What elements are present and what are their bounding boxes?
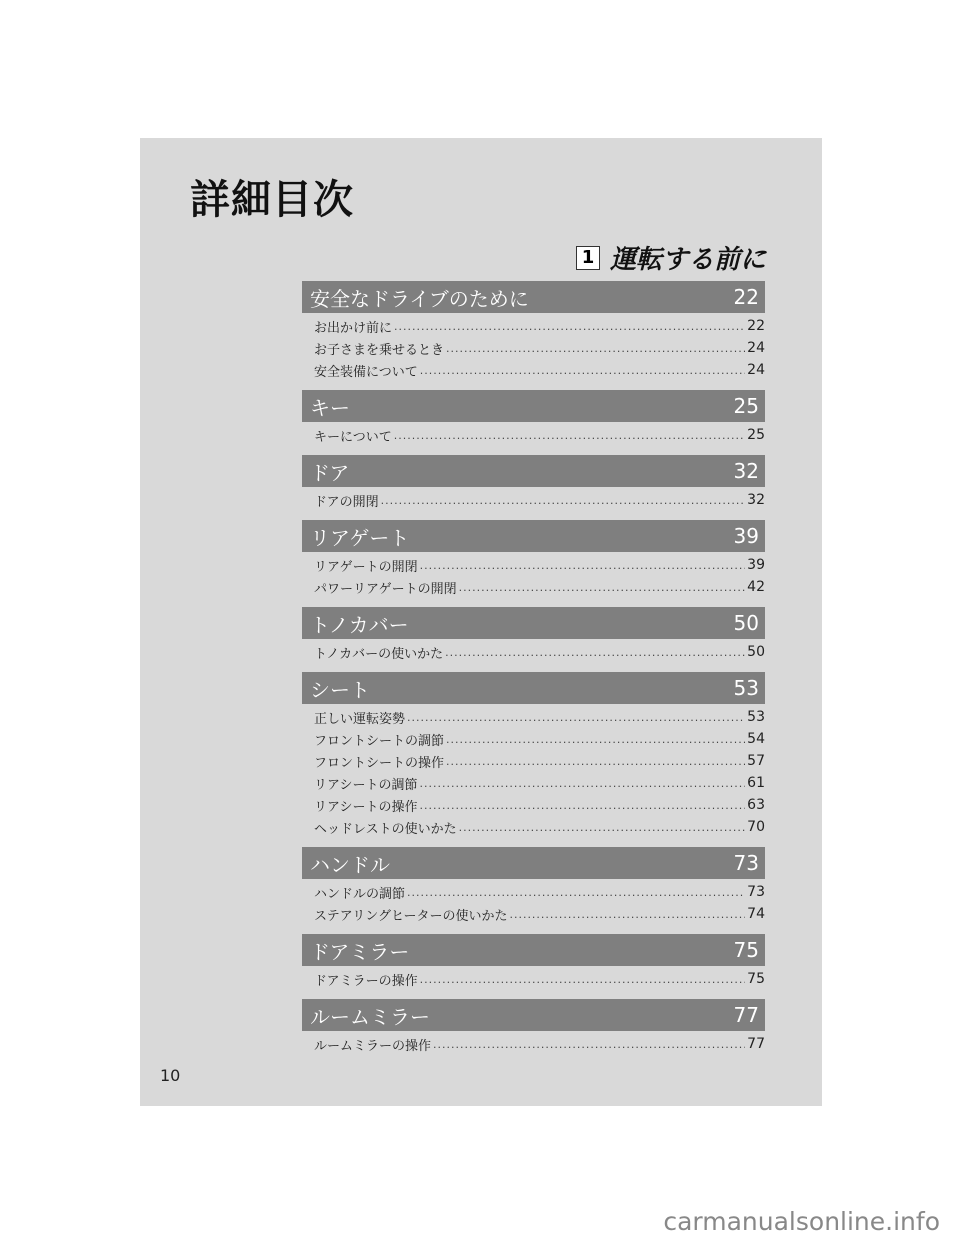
dot-leader — [419, 777, 745, 790]
dot-leader — [446, 755, 745, 768]
section-entries — [302, 487, 765, 511]
section-entries — [302, 422, 765, 446]
entry-page: 73 — [747, 884, 765, 900]
section-entries — [302, 1031, 765, 1055]
section-entries — [302, 639, 765, 663]
dot-leader — [445, 646, 745, 659]
toc-entry[interactable] — [302, 794, 765, 816]
toc-entry[interactable] — [302, 903, 765, 925]
toc-entry[interactable] — [302, 750, 765, 772]
chapter-heading — [576, 239, 766, 276]
section-title: ドア — [310, 460, 350, 485]
section-entries — [302, 313, 765, 381]
entry-title: お出かけ前に — [314, 320, 393, 336]
section-header[interactable] — [302, 281, 765, 313]
entry-title: ドアミラーの操作 — [314, 973, 418, 989]
section-title: シート — [310, 677, 370, 702]
toc-entry[interactable] — [302, 424, 765, 446]
dot-leader — [459, 581, 746, 594]
section-header[interactable] — [302, 455, 765, 487]
dot-leader — [420, 364, 745, 377]
section-page: 75 — [733, 938, 759, 962]
section-header[interactable] — [302, 934, 765, 966]
section-header[interactable] — [302, 847, 765, 879]
dot-leader — [381, 494, 746, 507]
entry-page: 25 — [747, 427, 765, 443]
dot-leader — [509, 908, 745, 921]
dot-leader — [420, 973, 746, 986]
entry-title: お子さまを乗せるとき — [314, 342, 445, 358]
dot-leader — [420, 559, 746, 572]
section-entries — [302, 552, 765, 598]
entry-title: ルームミラーの操作 — [314, 1038, 432, 1054]
toc-entry[interactable] — [302, 772, 765, 794]
entry-page: 61 — [747, 775, 765, 791]
dot-leader — [459, 821, 746, 834]
entry-title: ヘッドレストの使いかた — [314, 821, 457, 837]
entry-page: 63 — [747, 797, 765, 813]
section-page: 25 — [733, 394, 759, 418]
toc-entry[interactable] — [302, 881, 765, 903]
toc-entry[interactable] — [302, 489, 765, 511]
section-entries — [302, 879, 765, 925]
toc-entry[interactable] — [302, 359, 765, 381]
dot-leader — [394, 320, 745, 333]
entry-title: トノカバーの使いかた — [314, 646, 444, 662]
dot-leader — [394, 429, 745, 442]
section-header[interactable] — [302, 672, 765, 704]
entry-page: 24 — [747, 362, 765, 378]
entry-page: 75 — [747, 971, 765, 987]
dot-leader — [419, 799, 745, 812]
entry-page: 74 — [747, 906, 765, 922]
toc-entry[interactable] — [302, 315, 765, 337]
entry-page: 70 — [747, 819, 765, 835]
entry-title: キーについて — [314, 429, 392, 445]
entry-page: 22 — [747, 318, 765, 334]
entry-title: フロントシートの操作 — [314, 755, 445, 771]
section-title: キー — [310, 395, 350, 420]
dot-leader — [407, 886, 745, 899]
section-title: 安全なドライブのために — [310, 286, 529, 311]
section-title: リアゲート — [310, 525, 410, 550]
toc-entry[interactable] — [302, 728, 765, 750]
watermark: carmanualsonline.info — [663, 1207, 940, 1236]
section-page: 39 — [733, 524, 759, 548]
section-title: ルームミラー — [310, 1004, 430, 1029]
chapter-title: 運転する前に — [609, 245, 766, 275]
entry-page: 57 — [747, 753, 765, 769]
toc-entry[interactable] — [302, 554, 765, 576]
toc-entry[interactable] — [302, 1033, 765, 1055]
toc-entry[interactable] — [302, 337, 765, 359]
section-entries — [302, 966, 765, 990]
page-title: 詳細目次 — [190, 177, 354, 223]
entry-title: ドアの開閉 — [314, 494, 379, 510]
section-header[interactable] — [302, 520, 765, 552]
toc-entry[interactable] — [302, 968, 765, 990]
manual-page — [140, 138, 822, 1106]
entry-title: リアシートの調節 — [314, 777, 418, 793]
section-page: 53 — [733, 676, 759, 700]
toc-entry[interactable] — [302, 641, 765, 663]
entry-title: 正しい運転姿勢 — [314, 711, 406, 727]
dot-leader — [433, 1038, 745, 1051]
section-header[interactable] — [302, 607, 765, 639]
entry-title: フロントシートの調節 — [314, 733, 445, 749]
section-page: 77 — [733, 1003, 759, 1027]
page-number: 10 — [160, 1066, 181, 1085]
section-page: 22 — [733, 285, 759, 309]
entry-title: ステアリングヒーターの使いかた — [314, 908, 508, 924]
entry-title: 安全装備について — [314, 364, 418, 380]
chapter-number: 1 — [576, 246, 600, 270]
section-header[interactable] — [302, 390, 765, 422]
entry-page: 53 — [747, 709, 765, 725]
entry-page: 42 — [747, 579, 765, 595]
section-page: 50 — [733, 611, 759, 635]
section-entries — [302, 704, 765, 838]
section-title: トノカバー — [310, 612, 409, 637]
entry-page: 54 — [747, 731, 765, 747]
section-title: ハンドル — [310, 852, 390, 877]
entry-page: 39 — [747, 557, 765, 573]
toc-entry[interactable] — [302, 576, 765, 598]
dot-leader — [407, 711, 745, 724]
toc-entry[interactable] — [302, 706, 765, 728]
section-page: 73 — [733, 851, 759, 875]
entry-page: 24 — [747, 340, 765, 356]
toc-entry[interactable] — [302, 816, 765, 838]
entry-page: 50 — [747, 644, 765, 660]
dot-leader — [446, 342, 745, 355]
entry-page: 32 — [747, 492, 765, 508]
table-of-contents — [302, 281, 765, 1064]
entry-title: リアゲートの開閉 — [314, 559, 418, 575]
section-page: 32 — [733, 459, 759, 483]
section-header[interactable] — [302, 999, 765, 1031]
entry-title: リアシートの操作 — [314, 799, 418, 815]
section-title: ドアミラー — [310, 939, 410, 964]
entry-title: ハンドルの調節 — [314, 886, 406, 902]
entry-page: 77 — [747, 1036, 765, 1052]
dot-leader — [446, 733, 745, 746]
entry-title: パワーリアゲートの開閉 — [314, 581, 457, 597]
